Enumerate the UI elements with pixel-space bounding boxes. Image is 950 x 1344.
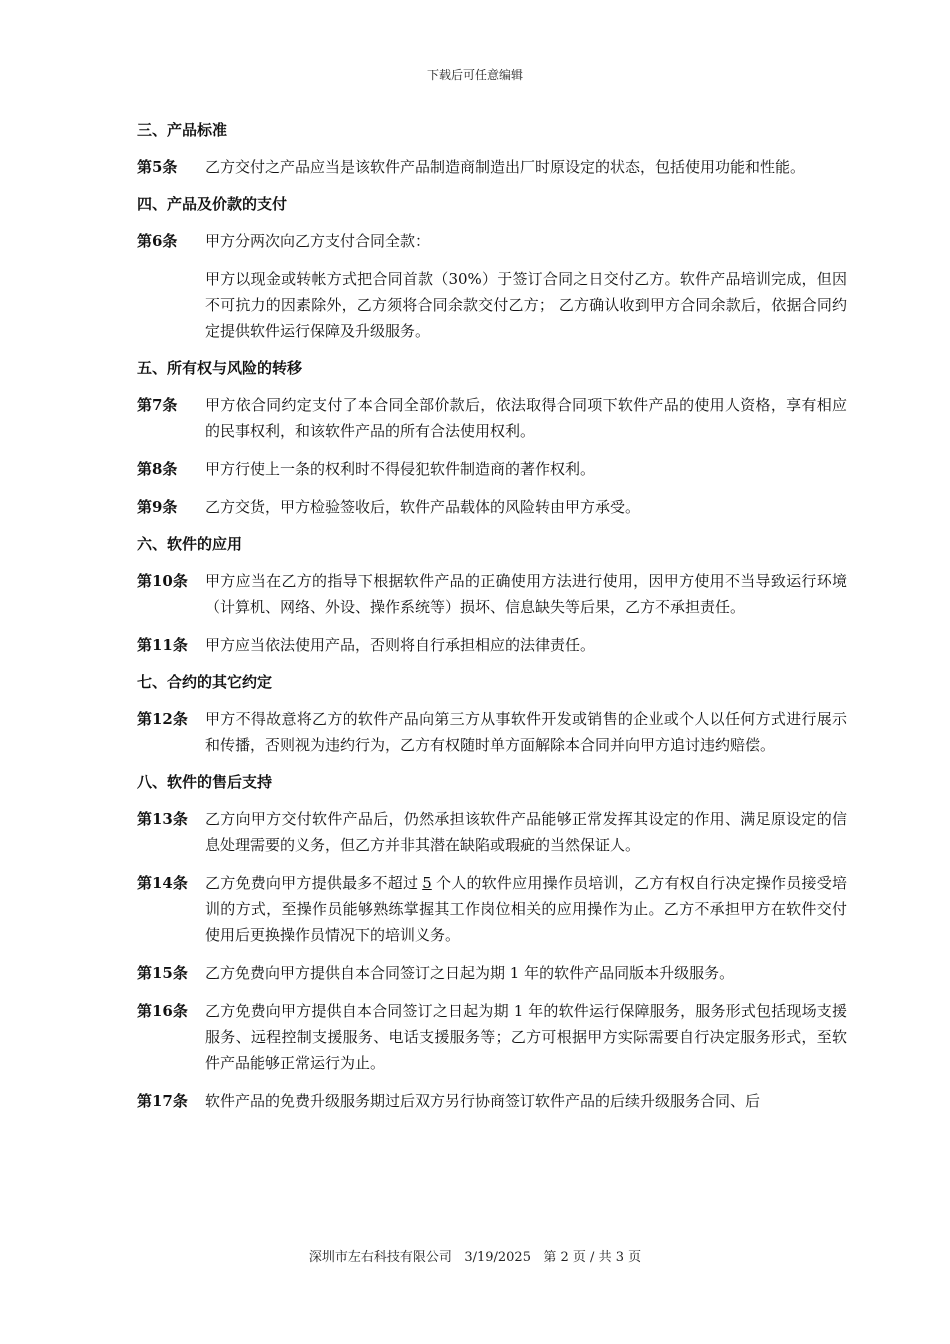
section-heading-ownership-risk: 五、所有权与风险的转移 [137, 359, 303, 377]
article-11 [137, 632, 847, 658]
article-text: 甲方不得故意将乙方的软件产品向第三方从事软件开发或销售的企业或个人以任何方式进行展示和传播，否则视为违约行为，乙方有权随时单方面解除本合同并向甲方追讨违约赔偿。 [205, 710, 847, 754]
article-text: 乙方免费向甲方提供自本合同签订之日起为期 1 年的软件运行保障服务，服务形式包括现场支援服务、远程控制支援服务、电话支援服务等；乙方可根据甲方实际需要自行决定服务形式，至软件产品能够正常运行为止。 [205, 1002, 847, 1072]
document-body [137, 118, 847, 1126]
article-number: 第11条 [137, 636, 188, 654]
section-heading-other-terms: 七、合约的其它约定 [137, 673, 273, 691]
footer-page-number: 第 2 页 / 共 3 页 [543, 1250, 642, 1265]
article-number: 第7条 [137, 396, 178, 414]
article-number: 第16条 [137, 1002, 188, 1020]
article-12 [137, 706, 847, 758]
page-header-note: 下载后可任意编辑 [426, 68, 523, 82]
article-number: 第6条 [137, 232, 178, 250]
article-text: 甲方行使上一条的权利时不得侵犯软件制造商的著作权利。 [205, 460, 596, 478]
section-heading-product-standard: 三、产品标准 [137, 121, 228, 139]
article-text: 甲方应当在乙方的指导下根据软件产品的正确使用方法进行使用，因甲方使用不当导致运行环境（计算机、网络、外设、操作系统等）损坏、信息缺失等后果，乙方不承担责任。 [205, 572, 847, 616]
article-6-paragraph: 甲方以现金或转帐方式把合同首款（30%）于签订合同之日交付乙方。软件产品培训完成，但因不可抗力的因素除外，乙方须将合同余款交付乙方； 乙方确认收到甲方合同余款后，依据合同约定提供软件运行保障及升级服务。 [205, 270, 847, 340]
article-number: 第12条 [137, 710, 188, 728]
article-text [205, 870, 847, 948]
article-text: 乙方交付之产品应当是该软件产品制造商制造出厂时原设定的状态，包括使用功能和性能。 [205, 158, 806, 176]
article-text: 乙方向甲方交付软件产品后，仍然承担该软件产品能够正常发挥其设定的作用、满足原设定的信息处理需要的义务，但乙方并非其潜在缺陷或瑕疵的当然保证人。 [205, 810, 847, 854]
article-text-after: 个人的软件应用操作员培训，乙方有权自行决定操作员接受培训的方式，至操作员能够熟练掌握其工作岗位相关的应用操作为止。乙方不承担甲方在软件交付使用后更换操作员情况下的培训义务。 [205, 874, 847, 944]
article-17 [137, 1088, 847, 1114]
article-text: 甲方应当依法使用产品，否则将自行承担相应的法律责任。 [205, 636, 596, 654]
article-text: 甲方依合同约定支付了本合同全部价款后，依法取得合同项下软件产品的使用人资格，享有相应的民事权利，和该软件产品的所有合法使用权利。 [205, 396, 847, 440]
article-text-before: 乙方免费向甲方提供最多不超过 [205, 874, 419, 892]
article-6 [137, 228, 847, 254]
article-15 [137, 960, 847, 986]
article-9 [137, 494, 847, 520]
article-text: 乙方免费向甲方提供自本合同签订之日起为期 1 年的软件产品同版本升级服务。 [205, 964, 735, 982]
article-number: 第17条 [137, 1092, 188, 1110]
article-13 [137, 806, 847, 858]
page-footer [0, 1246, 950, 1265]
article-text: 乙方交货，甲方检验签收后，软件产品载体的风险转由甲方承受。 [205, 498, 641, 516]
footer-date: 3/19/2025 [464, 1250, 531, 1265]
article-number: 第5条 [137, 158, 178, 176]
article-14 [137, 870, 847, 948]
article-10 [137, 568, 847, 620]
article-text: 甲方分两次向乙方支付合同全款： [205, 232, 431, 250]
article-number: 第8条 [137, 460, 178, 478]
article-8 [137, 456, 847, 482]
article-number: 第15条 [137, 964, 188, 982]
article-number: 第9条 [137, 498, 178, 516]
trainee-count: 5 [422, 874, 432, 892]
section-heading-after-sales: 八、软件的售后支持 [137, 773, 273, 791]
article-number: 第10条 [137, 572, 188, 590]
article-text: 软件产品的免费升级服务期过后双方另行协商签订软件产品的后续升级服务合同、后 [205, 1092, 761, 1110]
section-heading-software-use: 六、软件的应用 [137, 535, 243, 553]
article-number: 第14条 [137, 874, 188, 892]
article-5 [137, 154, 847, 180]
footer-company: 深圳市左右科技有限公司 [308, 1250, 452, 1265]
section-heading-payment: 四、产品及价款的支付 [137, 195, 288, 213]
article-16 [137, 998, 847, 1076]
article-7 [137, 392, 847, 444]
article-number: 第13条 [137, 810, 188, 828]
